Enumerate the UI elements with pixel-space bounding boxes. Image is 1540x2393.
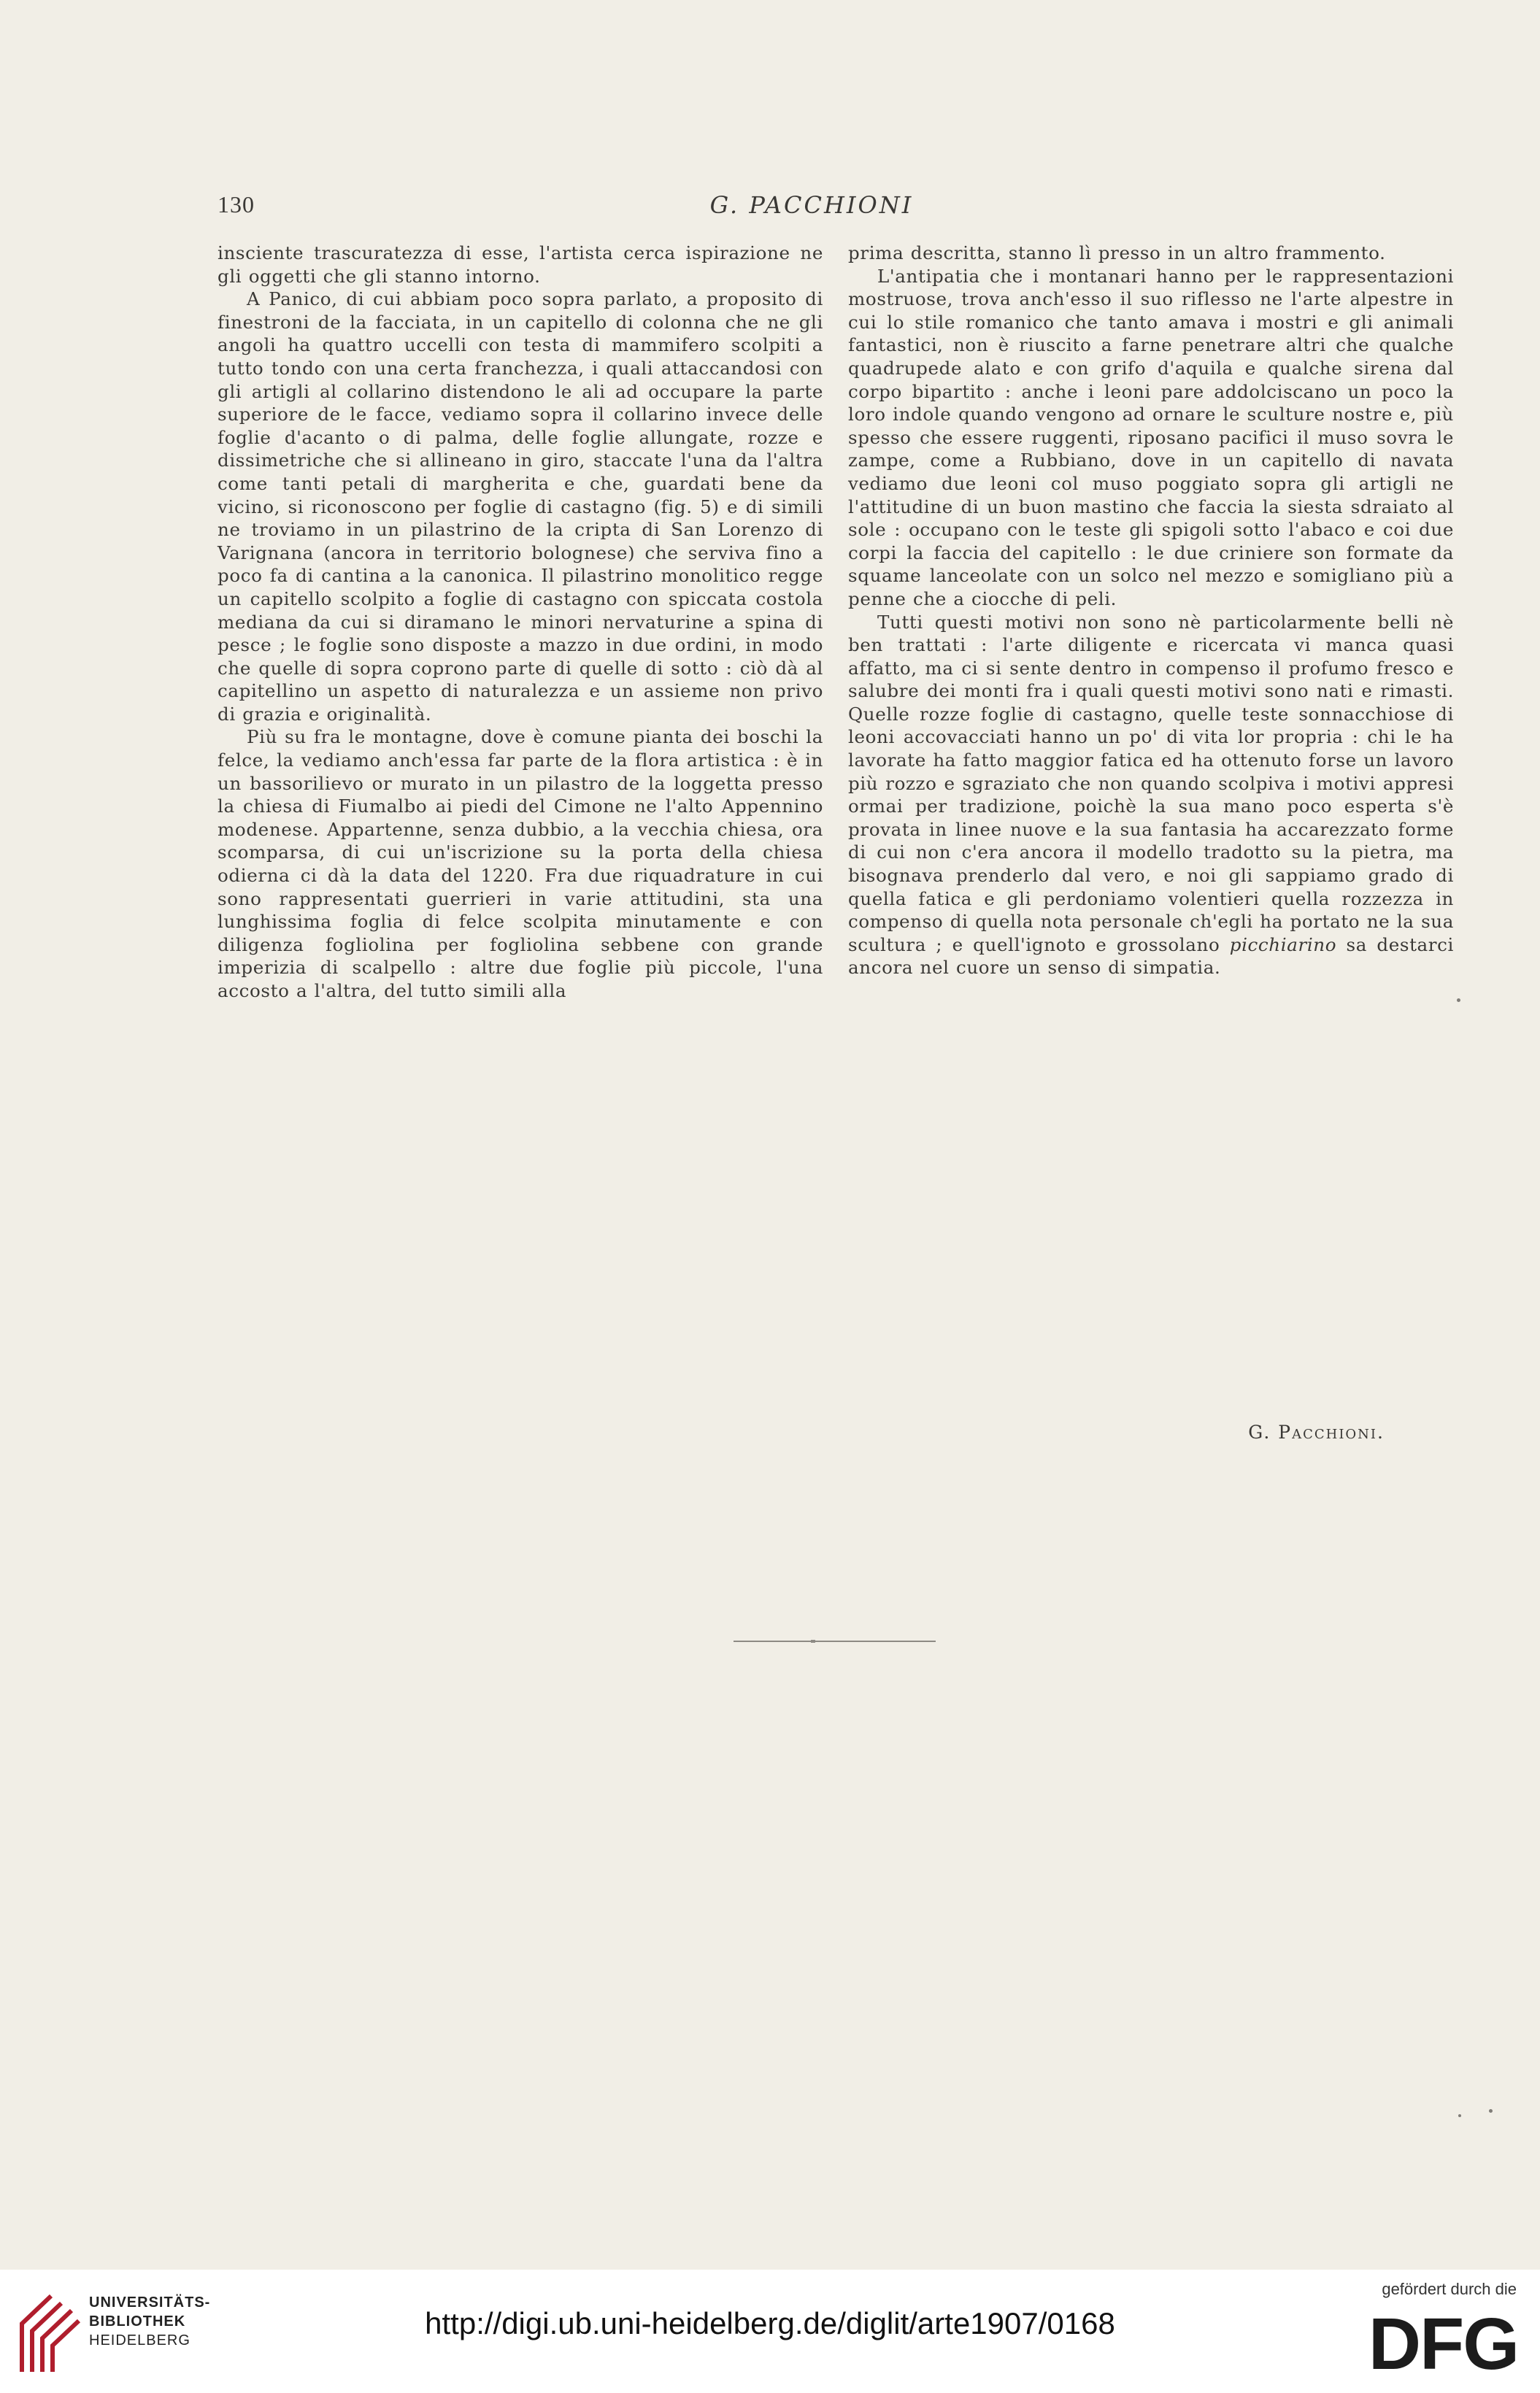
paper-speck	[1489, 2109, 1493, 2113]
end-rule	[734, 1641, 936, 1642]
italic-term: picchiarino	[1229, 933, 1337, 955]
running-head-author: G. PACCHIONI	[709, 191, 914, 219]
digitization-footer	[0, 2270, 1540, 2393]
right-column	[848, 242, 1454, 979]
library-name-line: UNIVERSITÄTS-	[89, 2294, 211, 2311]
funding-caption: gefördert durch die	[1382, 2280, 1517, 2298]
paragraph: prima descritta, stanno lì presso in un altro frammento.	[848, 242, 1386, 263]
paragraph-text-tail: sa destarci ancora nel cuore un senso di simpatia.	[848, 933, 1455, 979]
paragraph: insciente trascuratezza di esse, l'artista cerca ispirazione ne gli oggetti che gli stanno intorno.	[217, 242, 823, 287]
running-head	[217, 191, 1406, 223]
library-name-line: BIBLIOTHEK	[89, 2313, 186, 2330]
paragraph-text: Tutti questi motivi non sono nè particolarmente belli nè ben trattati : l'arte diligente e ricercata vi manca quasi affatto, ma ci si sente dentro in compenso il profumo fresco e salubre dei monti fra i quali questi motivi sono nati e rimasti. Quelle rozze foglie di castagno, quelle teste sonnacchiose di leoni accovacciati hanno un po' di vita lor propria : chi le ha lavorate ha fatto maggior fatica ed ha ottenuto forse un lavoro più rozzo e sgraziato che non quando scolpiva i motivi appresi ormai per tradizione, poichè la sua mano poco esperta s'è provata in linee nuove e la sua fantasia ha accarezzato forme di cui non c'era ancora il modello tradotto su la pietra, ma bisognava prenderlo dal vero, e noi gli sappiamo grado di quella fatica e gli perdoniamo volentieri quella rozzezza in compenso di quella nota personale ch'egli ha portato ne la sua scultura ; e quell'ignoto e grossolano	[848, 611, 1454, 955]
paragraph: Più su fra le montagne, dove è comune pianta dei boschi la felce, la vediamo anch'essa far parte de la flora artistica : è in un bassorilievo or murato in un pilastro de la loggetta presso la chiesa di Fiumalbo ai piedi del Cimone ne l'alto Appennino modenese. Appartenne, senza dubbio, a la vecchia chiesa, ora scomparsa, di cui un'iscrizione su la porta della chiesa odierna ci dà la data del 1220. Fra due riquadrature in cui sono rappresentati guerrieri in varie attitudini, sta una lunghissima foglia di felce scolpita minutamente e con diligenza fogliolina per fogliolina sebbene con grande imperizia di scalpello : altre due foglie più piccole, l'una accosto a l'altra, del tutto simili alla	[217, 726, 823, 1001]
permalink-url[interactable]: http://digi.ub.uni-heidelberg.de/diglit/arte1907/0168	[425, 2306, 1115, 2340]
dfg-logo: DFG	[1368, 2303, 1518, 2385]
left-column	[217, 242, 823, 1003]
paper-speck	[1457, 998, 1460, 1002]
page-number: 130	[217, 191, 255, 217]
library-name-line: HEIDELBERG	[89, 2332, 190, 2348]
paragraph: L'antipatia che i montanari hanno per le rappresentazioni mostruose, trova anch'esso il suo riflesso ne l'arte alpestre in cui lo stile romanico che tanto amava i mostri e gli animali fantastici, non è riuscito a farne penetrare altri che qualche quadrupede alato e con grifo d'aquila e qualche sirena dal corpo bipartito : anche i leoni pare addolciscano un poco la loro indole quando vengono ad ornare le sculture nostre e, più spesso che essere ruggenti, riposano pacifici il muso sovra le zampe, come a Rubbiano, dove in un capitello di navata vediamo due leoni col muso poggiato sopra gli artigli ne l'attitudine di un buon mastino che faccia la siesta sdraiato al sole : occupano con le teste gli spigoli sotto l'abaco e coi due corpi la faccia del capitello : le due criniere son formate da squame lanceolate con un solco nel mezzo e somigliano più a penne che a ciocche di peli.	[848, 265, 1454, 609]
paper-speck	[1458, 2114, 1461, 2117]
paragraph	[848, 611, 1454, 980]
paragraph: A Panico, di cui abbiam poco sopra parlato, a proposito di finestroni de la facciata, in un capitello di colonna che ne gli angoli ha quattro uccelli con testa di mammifero scolpiti a tutto tondo con una certa franchezza, i quali attaccandosi con gli artigli al collarino distendono le ali ad occupare la parte superiore de le facce, vediamo sopra il collarino invece delle foglie d'acanto o di palma, delle foglie allungate, rozze e dissimetriche che si allineano in giro, staccate l'una da l'altra come tanti petali di margherita e che, guardati bene da vicino, si riconoscono per foglie di castagno (fig. 5) e di simili ne troviamo in un pilastrino de la cripta di San Lorenzo di Varignana (ancora in territorio bolognese) che serviva fino a poco fa di cantina a la canonica. Il pilastrino monolitico regge un capitello scolpito a foglie di castagno con spiccata costola mediana da cui si diramano le minori nervaturine a spina di pesce ; le foglie sono disposte a mazzo in due ordini, in modo che quelle di sopra coprono parte di quelle di sotto : ciò dà al capitellino un aspetto di naturalezza e un assieme non privo di grazia e originalità.	[217, 288, 823, 725]
author-signature: G. Pacchioni.	[1248, 1422, 1385, 1443]
